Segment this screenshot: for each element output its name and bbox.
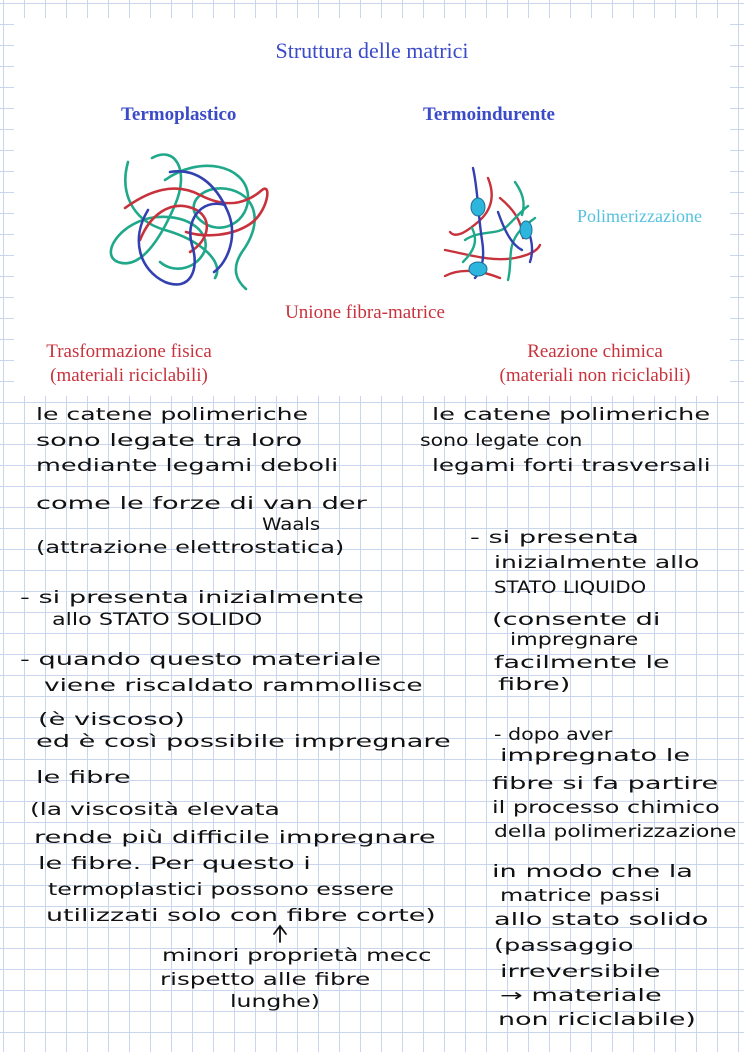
note-right-line-11: - dopo aver: [494, 725, 613, 745]
note-left-line-15: rende più difficile impregnare: [34, 828, 436, 848]
note-right-line-21: → materiale: [500, 986, 662, 1006]
note-right-line-10: fibre): [498, 675, 571, 695]
note-left-line-20: rispetto alle fibre: [160, 970, 371, 990]
note-right-line-20: irreversibile: [500, 962, 661, 982]
note-left-line-14: (la viscosità elevata: [30, 800, 280, 820]
note-left-line-12: ed è così possibile impregnare: [36, 732, 451, 752]
note-left-line-5: Waals: [262, 515, 321, 535]
note-left-line-3: mediante legami deboli: [36, 456, 339, 476]
note-left-line-2: sono legate tra loro: [36, 431, 303, 451]
note-right-line-14: il processo chimico: [492, 798, 720, 818]
note-left-line-4: come le forze di van der: [36, 494, 367, 514]
note-right-line-1: le catene polimeriche: [432, 405, 711, 425]
note-right-line-22: non riciclabile): [498, 1010, 696, 1030]
note-right-line-3: legami forti trasversali: [432, 456, 711, 476]
note-right-line-15: della polimerizzazione: [494, 822, 737, 842]
note-right-line-13: fibre si fa partire: [492, 774, 719, 794]
page-title: Struttura delle matrici: [275, 38, 469, 63]
right-subtitle-line-1: Reazione chimica: [527, 341, 663, 362]
note-left-line-13: le fibre: [36, 768, 131, 788]
thermoset-heading: Termoindurente: [423, 104, 555, 125]
note-left-line-16: le fibre. Per questo i: [38, 854, 311, 874]
note-left-line-8: allo STATO SOLIDO: [52, 610, 263, 630]
note-right-line-7: (consente di: [492, 610, 661, 630]
note-right-line-12: impregnato le: [500, 746, 691, 766]
note-left-line-1: le catene polimeriche: [36, 405, 309, 425]
note-left-line-9: - quando questo materiale: [20, 650, 382, 670]
note-right-line-17: matrice passi: [500, 886, 661, 906]
note-right-line-16: in modo che la: [492, 862, 693, 882]
note-left-line-18: utilizzati solo con fibre corte): [46, 906, 436, 926]
note-right-line-19: (passaggio: [494, 936, 634, 956]
note-left-line-21: lunghe): [230, 992, 320, 1012]
note-right-line-5: inizialmente allo: [494, 553, 700, 573]
polymerization-label: Polimerizzazione: [577, 206, 702, 226]
note-left-line-11: (è viscoso): [38, 710, 185, 730]
note-left-line-10: viene riscaldato rammollisce: [44, 676, 423, 696]
note-left-line-6: (attrazione elettrostatica): [36, 538, 345, 558]
note-right-line-4: - si presenta: [470, 528, 639, 548]
up-arrow-icon: [274, 926, 286, 942]
faint-watermark: [630, 520, 650, 940]
left-subtitle-line-2: (materiali riciclabili): [50, 365, 208, 386]
note-left-line-7: - si presenta inizialmente: [20, 588, 364, 608]
fiber-matrix-label: Unione fibra-matrice: [285, 302, 445, 323]
note-right-line-9: facilmente le: [494, 653, 670, 673]
note-left-line-19: minori proprietà mecc: [162, 946, 432, 966]
note-right-line-2: sono legate con: [420, 431, 583, 451]
left-subtitle-line-1: Trasformazione fisica: [46, 341, 212, 362]
note-right-line-8: impregnare: [510, 630, 639, 650]
note-right-line-18: allo stato solido: [494, 910, 709, 930]
thermoplastic-heading: Termoplastico: [121, 104, 237, 125]
note-right-line-6: STATO LIQUIDO: [494, 578, 647, 598]
note-left-line-17: termoplastici possono essere: [48, 880, 395, 900]
right-subtitle-line-2: (materiali non riciclabili): [499, 365, 691, 386]
